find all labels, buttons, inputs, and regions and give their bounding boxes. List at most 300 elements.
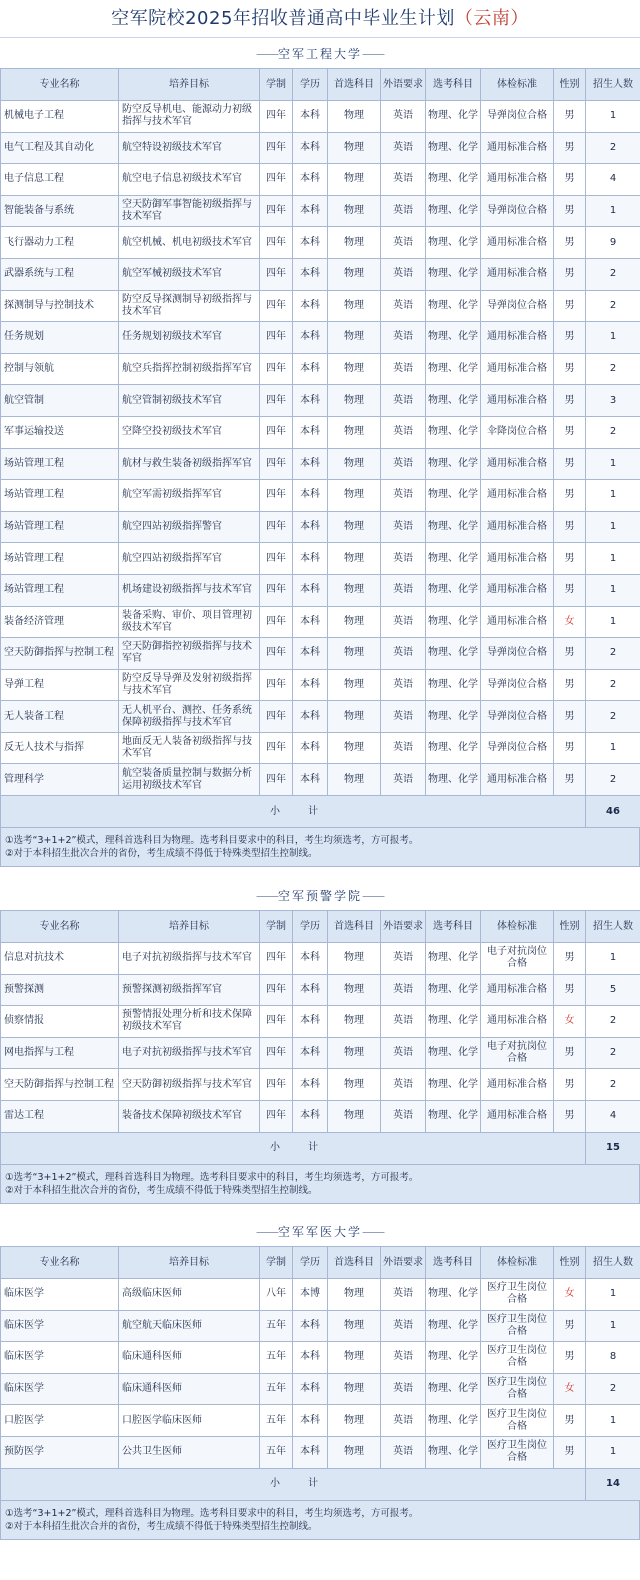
header-row xyxy=(1,911,640,943)
table-cell: 四年 xyxy=(260,574,293,606)
table-cell: 物理 xyxy=(328,974,381,1006)
table-row xyxy=(1,1279,640,1311)
table-cell: 1 xyxy=(586,1405,640,1437)
column-header: 首选科目 xyxy=(328,69,381,101)
table-cell: 物理、化学 xyxy=(426,416,481,448)
table-row xyxy=(1,1037,640,1069)
school-section xyxy=(0,882,640,1204)
subtotal-label-text: 小计 xyxy=(270,1142,346,1154)
table-row xyxy=(1,543,640,575)
table-cell: 四年 xyxy=(260,480,293,512)
table-cell: 本科 xyxy=(293,669,328,701)
table-cell: 1 xyxy=(586,1279,640,1311)
title-dash-left: —— xyxy=(255,1225,278,1239)
header-row xyxy=(1,1247,640,1279)
table-cell: 物理、化学 xyxy=(426,353,481,385)
table-cell: 地面反无人装备初级指挥与技术军官 xyxy=(119,732,260,764)
table-cell: 本科 xyxy=(293,416,328,448)
table-cell: 导弹岗位合格 xyxy=(481,701,554,733)
subtotal-label xyxy=(1,1132,586,1164)
table-cell: 本科 xyxy=(293,1006,328,1038)
subtotal-value: 15 xyxy=(586,1132,640,1164)
table-row xyxy=(1,227,640,259)
enrollment-table xyxy=(0,1246,640,1501)
table-cell: 四年 xyxy=(260,943,293,975)
table-cell: 9 xyxy=(586,227,640,259)
table-row xyxy=(1,1342,640,1374)
table-cell: 英语 xyxy=(381,974,426,1006)
table-cell: 本科 xyxy=(293,101,328,133)
table-cell: 四年 xyxy=(260,764,293,796)
notes xyxy=(0,1165,640,1204)
table-cell: 1 xyxy=(586,543,640,575)
table-cell: 男 xyxy=(554,353,586,385)
table-cell: 物理 xyxy=(328,1006,381,1038)
table-cell: 物理、化学 xyxy=(426,1373,481,1405)
table-cell: 英语 xyxy=(381,480,426,512)
table-cell: 本科 xyxy=(293,574,328,606)
table-cell: 航空管制 xyxy=(1,385,119,417)
table-cell: 导弹岗位合格 xyxy=(481,101,554,133)
table-cell: 本博 xyxy=(293,1279,328,1311)
table-cell: 物理、化学 xyxy=(426,1405,481,1437)
table-cell: 男 xyxy=(554,1342,586,1374)
table-row xyxy=(1,101,640,133)
table-cell: 四年 xyxy=(260,195,293,227)
table-cell: 航空兵指挥控制初级指挥军官 xyxy=(119,353,260,385)
column-header: 专业名称 xyxy=(1,69,119,101)
table-cell: 临床医学 xyxy=(1,1279,119,1311)
table-cell: 本科 xyxy=(293,1342,328,1374)
table-row xyxy=(1,943,640,975)
table-cell: 航空航天临床医师 xyxy=(119,1310,260,1342)
column-header: 选考科目 xyxy=(426,911,481,943)
table-cell: 机场建设初级指挥与技术军官 xyxy=(119,574,260,606)
table-row xyxy=(1,732,640,764)
table-cell: 探测制导与控制技术 xyxy=(1,290,119,322)
table-cell: 导弹岗位合格 xyxy=(481,195,554,227)
table-row xyxy=(1,511,640,543)
table-cell: 通用标准合格 xyxy=(481,132,554,164)
column-header: 培养目标 xyxy=(119,911,260,943)
table-cell: 通用标准合格 xyxy=(481,764,554,796)
table-cell: 电气工程及其自动化 xyxy=(1,132,119,164)
enrollment-table xyxy=(0,910,640,1165)
column-header: 专业名称 xyxy=(1,1247,119,1279)
table-cell: 英语 xyxy=(381,701,426,733)
table-cell: 四年 xyxy=(260,701,293,733)
table-cell: 控制与领航 xyxy=(1,353,119,385)
subtotal-row xyxy=(1,1468,640,1500)
table-cell: 临床医学 xyxy=(1,1342,119,1374)
table-cell: 本科 xyxy=(293,1037,328,1069)
table-row xyxy=(1,764,640,796)
column-header: 学历 xyxy=(293,69,328,101)
table-cell: 四年 xyxy=(260,1100,293,1132)
table-cell: 2 xyxy=(586,132,640,164)
table-cell: 本科 xyxy=(293,258,328,290)
table-row xyxy=(1,1069,640,1101)
table-cell: 四年 xyxy=(260,353,293,385)
table-cell: 1 xyxy=(586,322,640,354)
table-cell: 本科 xyxy=(293,353,328,385)
table-cell: 通用标准合格 xyxy=(481,574,554,606)
school-name: 空军军医大学 xyxy=(277,1225,362,1239)
table-cell: 电子对抗初级指挥与技术军官 xyxy=(119,1037,260,1069)
table-cell: 临床通科医师 xyxy=(119,1373,260,1405)
table-cell: 场站管理工程 xyxy=(1,511,119,543)
table-cell: 场站管理工程 xyxy=(1,574,119,606)
table-cell: 航空装备质量控制与数据分析运用初级技术军官 xyxy=(119,764,260,796)
table-cell: 物理、化学 xyxy=(426,701,481,733)
table-cell: 英语 xyxy=(381,416,426,448)
table-row xyxy=(1,1006,640,1038)
table-cell: 英语 xyxy=(381,1342,426,1374)
table-cell: 1 xyxy=(586,101,640,133)
table-cell: 通用标准合格 xyxy=(481,385,554,417)
table-cell: 四年 xyxy=(260,290,293,322)
table-cell: 临床医学 xyxy=(1,1373,119,1405)
table-cell: 雷达工程 xyxy=(1,1100,119,1132)
subtotal-label-text: 小计 xyxy=(270,1478,346,1490)
table-cell: 物理、化学 xyxy=(426,1006,481,1038)
table-cell: 1 xyxy=(586,1310,640,1342)
table-cell: 1 xyxy=(586,1436,640,1468)
table-cell: 电子对抗岗位合格 xyxy=(481,1037,554,1069)
table-cell: 装备技术保障初级技术军官 xyxy=(119,1100,260,1132)
table-cell: 军事运输投送 xyxy=(1,416,119,448)
table-row xyxy=(1,416,640,448)
table-cell: 物理、化学 xyxy=(426,322,481,354)
table-cell: 男 xyxy=(554,574,586,606)
table-cell: 物理 xyxy=(328,543,381,575)
table-cell: 物理、化学 xyxy=(426,1310,481,1342)
table-cell: 通用标准合格 xyxy=(481,258,554,290)
table-cell: 本科 xyxy=(293,132,328,164)
table-cell: 四年 xyxy=(260,732,293,764)
table-cell: 男 xyxy=(554,974,586,1006)
table-cell: 四年 xyxy=(260,132,293,164)
table-cell: 任务规划 xyxy=(1,322,119,354)
table-row xyxy=(1,290,640,322)
column-header: 性别 xyxy=(554,69,586,101)
table-cell: 本科 xyxy=(293,543,328,575)
table-cell: 八年 xyxy=(260,1279,293,1311)
table-cell: 公共卫生医师 xyxy=(119,1436,260,1468)
table-cell: 物理 xyxy=(328,638,381,670)
table-row xyxy=(1,574,640,606)
table-cell: 物理 xyxy=(328,164,381,196)
table-cell: 1 xyxy=(586,732,640,764)
table-cell: 物理、化学 xyxy=(426,511,481,543)
table-cell: 物理、化学 xyxy=(426,258,481,290)
table-cell: 2 xyxy=(586,701,640,733)
table-cell: 本科 xyxy=(293,1405,328,1437)
table-cell: 男 xyxy=(554,732,586,764)
table-cell: 空天防御初级指挥与技术军官 xyxy=(119,1069,260,1101)
table-row xyxy=(1,353,640,385)
table-cell: 预警探测 xyxy=(1,974,119,1006)
table-cell: 电子对抗岗位合格 xyxy=(481,943,554,975)
table-cell: 空天防御指挥与控制工程 xyxy=(1,638,119,670)
table-cell: 临床通科医师 xyxy=(119,1342,260,1374)
table-cell: 四年 xyxy=(260,164,293,196)
table-cell: 无人装备工程 xyxy=(1,701,119,733)
table-cell: 本科 xyxy=(293,385,328,417)
table-cell: 本科 xyxy=(293,732,328,764)
header-row xyxy=(1,69,640,101)
table-cell: 四年 xyxy=(260,669,293,701)
table-cell: 本科 xyxy=(293,290,328,322)
page-title xyxy=(0,0,640,38)
table-cell: 物理 xyxy=(328,322,381,354)
table-cell: 2 xyxy=(586,638,640,670)
table-cell: 英语 xyxy=(381,1037,426,1069)
note-line: ②对于本科招生批次合并的省份，考生成绩不得低于特殊类型招生控制线。 xyxy=(5,1184,318,1196)
table-cell: 航空军械初级技术军官 xyxy=(119,258,260,290)
table-cell: 男 xyxy=(554,195,586,227)
table-cell: 男 xyxy=(554,764,586,796)
column-header: 学历 xyxy=(293,1247,328,1279)
table-cell: 1 xyxy=(586,511,640,543)
table-row xyxy=(1,1310,640,1342)
column-header: 性别 xyxy=(554,1247,586,1279)
table-row xyxy=(1,669,640,701)
table-cell: 英语 xyxy=(381,1373,426,1405)
table-cell: 2 xyxy=(586,416,640,448)
table-cell: 物理、化学 xyxy=(426,195,481,227)
table-cell: 四年 xyxy=(260,322,293,354)
table-cell: 航空四站初级指挥警官 xyxy=(119,511,260,543)
column-header: 招生人数 xyxy=(586,1247,640,1279)
table-cell: 四年 xyxy=(260,511,293,543)
table-cell: 口腔医学 xyxy=(1,1405,119,1437)
table-cell: 装备采购、审价、项目管理初级技术军官 xyxy=(119,606,260,638)
table-cell: 物理 xyxy=(328,480,381,512)
table-cell: 物理 xyxy=(328,416,381,448)
table-cell: 英语 xyxy=(381,638,426,670)
table-cell: 场站管理工程 xyxy=(1,480,119,512)
table-cell: 通用标准合格 xyxy=(481,448,554,480)
table-cell: 男 xyxy=(554,701,586,733)
table-body xyxy=(1,101,640,828)
table-cell: 装备经济管理 xyxy=(1,606,119,638)
table-cell: 通用标准合格 xyxy=(481,480,554,512)
table-cell: 物理、化学 xyxy=(426,1342,481,1374)
table-row xyxy=(1,638,640,670)
table-cell: 场站管理工程 xyxy=(1,543,119,575)
table-cell: 通用标准合格 xyxy=(481,1069,554,1101)
table-cell: 物理 xyxy=(328,290,381,322)
table-cell: 物理、化学 xyxy=(426,1037,481,1069)
table-cell: 空天防御军事智能初级指挥与技术军官 xyxy=(119,195,260,227)
column-header: 选考科目 xyxy=(426,1247,481,1279)
table-cell: 本科 xyxy=(293,1436,328,1468)
table-row xyxy=(1,1373,640,1405)
table-cell: 四年 xyxy=(260,1069,293,1101)
table-cell: 四年 xyxy=(260,385,293,417)
table-cell: 物理、化学 xyxy=(426,448,481,480)
table-cell: 男 xyxy=(554,164,586,196)
column-header: 外语要求 xyxy=(381,1247,426,1279)
table-cell: 男 xyxy=(554,322,586,354)
table-cell: 英语 xyxy=(381,1310,426,1342)
table-cell: 本科 xyxy=(293,195,328,227)
table-cell: 英语 xyxy=(381,448,426,480)
table-cell: 物理、化学 xyxy=(426,1279,481,1311)
table-cell: 电子信息工程 xyxy=(1,164,119,196)
table-cell: 英语 xyxy=(381,1436,426,1468)
table-cell: 男 xyxy=(554,1037,586,1069)
table-cell: 导弹岗位合格 xyxy=(481,669,554,701)
table-cell: 预警情报处理分析和技术保障初级技术军官 xyxy=(119,1006,260,1038)
table-cell: 物理 xyxy=(328,511,381,543)
table-cell: 导弹岗位合格 xyxy=(481,732,554,764)
subtotal-row xyxy=(1,796,640,828)
school-section xyxy=(0,1218,640,1540)
table-cell: 导弹岗位合格 xyxy=(481,290,554,322)
table-cell: 物理、化学 xyxy=(426,669,481,701)
table-cell: 场站管理工程 xyxy=(1,448,119,480)
table-cell: 男 xyxy=(554,480,586,512)
table-cell: 预防医学 xyxy=(1,1436,119,1468)
table-cell: 本科 xyxy=(293,943,328,975)
table-row xyxy=(1,164,640,196)
table-cell: 航空机械、机电初级技术军官 xyxy=(119,227,260,259)
table-cell: 本科 xyxy=(293,638,328,670)
table-cell: 物理 xyxy=(328,1279,381,1311)
table-cell: 物理、化学 xyxy=(426,574,481,606)
table-cell: 五年 xyxy=(260,1310,293,1342)
table-cell: 英语 xyxy=(381,511,426,543)
column-header: 培养目标 xyxy=(119,1247,260,1279)
table-cell: 空天防御指控初级指挥与技术军官 xyxy=(119,638,260,670)
table-cell: 武器系统与工程 xyxy=(1,258,119,290)
table-cell: 物理 xyxy=(328,1436,381,1468)
table-cell: 物理、化学 xyxy=(426,764,481,796)
table-cell: 医疗卫生岗位合格 xyxy=(481,1279,554,1311)
table-cell: 无人机平台、测控、任务系统保障初级指挥与技术军官 xyxy=(119,701,260,733)
table-cell: 物理、化学 xyxy=(426,132,481,164)
table-cell: 物理 xyxy=(328,1342,381,1374)
table-cell: 医疗卫生岗位合格 xyxy=(481,1436,554,1468)
table-cell: 物理、化学 xyxy=(426,480,481,512)
table-cell: 男 xyxy=(554,638,586,670)
table-cell: 四年 xyxy=(260,638,293,670)
table-cell: 2 xyxy=(586,764,640,796)
table-cell: 四年 xyxy=(260,1006,293,1038)
table-cell: 物理 xyxy=(328,669,381,701)
table-cell: 8 xyxy=(586,1342,640,1374)
table-cell: 空降空投初级技术军官 xyxy=(119,416,260,448)
table-cell: 物理、化学 xyxy=(426,1100,481,1132)
table-cell: 四年 xyxy=(260,1037,293,1069)
table-cell: 医疗卫生岗位合格 xyxy=(481,1342,554,1374)
column-header: 学制 xyxy=(260,1247,293,1279)
table-cell: 物理 xyxy=(328,701,381,733)
table-cell: 导弹岗位合格 xyxy=(481,638,554,670)
table-cell: 本科 xyxy=(293,1373,328,1405)
table-row xyxy=(1,132,640,164)
page-title-main: 空军院校2025年招收普通高中毕业生计划 xyxy=(111,8,455,29)
table-cell: 英语 xyxy=(381,385,426,417)
table-cell: 英语 xyxy=(381,669,426,701)
table-cell: 临床医学 xyxy=(1,1310,119,1342)
table-cell: 电子对抗初级指挥与技术军官 xyxy=(119,943,260,975)
table-cell: 男 xyxy=(554,258,586,290)
table-cell: 本科 xyxy=(293,606,328,638)
table-cell: 2 xyxy=(586,1037,640,1069)
school-section xyxy=(0,40,640,867)
table-cell: 四年 xyxy=(260,258,293,290)
table-cell: 通用标准合格 xyxy=(481,1006,554,1038)
table-cell: 物理、化学 xyxy=(426,1436,481,1468)
table-cell: 男 xyxy=(554,101,586,133)
table-cell: 2 xyxy=(586,258,640,290)
table-cell: 航空特设初级技术军官 xyxy=(119,132,260,164)
table-cell: 管理科学 xyxy=(1,764,119,796)
table-cell: 男 xyxy=(554,1310,586,1342)
title-dash-right: —— xyxy=(362,1225,384,1239)
school-title xyxy=(0,882,640,910)
table-body xyxy=(1,1279,640,1501)
table-cell: 智能装备与系统 xyxy=(1,195,119,227)
table-cell: 四年 xyxy=(260,606,293,638)
table-cell: 物理 xyxy=(328,1405,381,1437)
table-cell: 3 xyxy=(586,385,640,417)
table-cell: 物理、化学 xyxy=(426,606,481,638)
page-title-region: （云南） xyxy=(454,8,529,29)
table-cell: 物理、化学 xyxy=(426,101,481,133)
table-cell: 英语 xyxy=(381,1279,426,1311)
table-cell: 通用标准合格 xyxy=(481,353,554,385)
table-cell: 四年 xyxy=(260,101,293,133)
table-cell: 四年 xyxy=(260,974,293,1006)
table-cell: 飞行器动力工程 xyxy=(1,227,119,259)
table-row xyxy=(1,1100,640,1132)
note-line: ①选考“3+1+2”模式，理科首选科目为物理。选考科目要求中的科目，考生均须选考，方可报考。 xyxy=(5,835,419,847)
table-cell: 侦察情报 xyxy=(1,1006,119,1038)
table-cell: 物理 xyxy=(328,574,381,606)
table-cell: 女 xyxy=(554,1373,586,1405)
table-cell: 物理、化学 xyxy=(426,290,481,322)
table-cell: 男 xyxy=(554,1100,586,1132)
table-cell: 1 xyxy=(586,448,640,480)
table-cell: 1 xyxy=(586,574,640,606)
table-cell: 物理 xyxy=(328,606,381,638)
column-header: 学历 xyxy=(293,911,328,943)
table-row xyxy=(1,258,640,290)
column-header: 体检标准 xyxy=(481,911,554,943)
table-row xyxy=(1,385,640,417)
table-cell: 医疗卫生岗位合格 xyxy=(481,1373,554,1405)
table-cell: 英语 xyxy=(381,543,426,575)
table-cell: 反无人技术与指挥 xyxy=(1,732,119,764)
table-cell: 英语 xyxy=(381,1006,426,1038)
table-cell: 英语 xyxy=(381,195,426,227)
table-header xyxy=(1,1247,640,1279)
school-name: 空军工程大学 xyxy=(277,47,362,61)
table-row xyxy=(1,322,640,354)
note-line: ②对于本科招生批次合并的省份，考生成绩不得低于特殊类型招生控制线。 xyxy=(5,848,318,860)
table-cell: 男 xyxy=(554,132,586,164)
table-cell: 物理 xyxy=(328,385,381,417)
table-cell: 2 xyxy=(586,1373,640,1405)
table-cell: 女 xyxy=(554,1006,586,1038)
title-dash-right: —— xyxy=(362,47,384,61)
table-cell: 1 xyxy=(586,195,640,227)
table-cell: 物理、化学 xyxy=(426,227,481,259)
